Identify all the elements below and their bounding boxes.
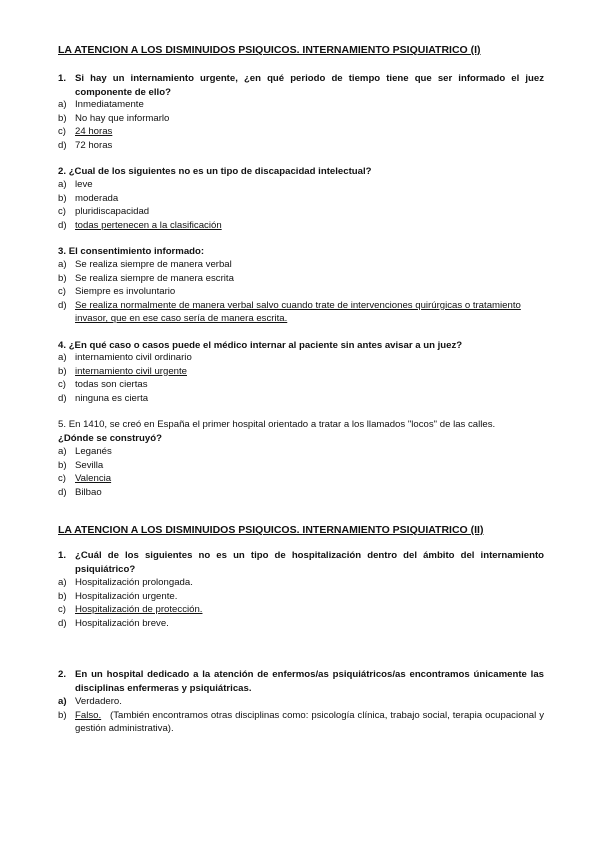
question-number: 1. — [58, 73, 67, 84]
option-a: a) leve — [58, 179, 93, 190]
option-a: a) internamiento civil ordinario — [58, 352, 192, 363]
option-b: b) moderada — [58, 192, 119, 204]
section-1-title: LA ATENCION A LOS DISMINUIDOS PSIQUICOS. INTERNAMIENTO PSIQUIATRICO (I) — [58, 44, 481, 56]
option-b: b) No hay que informarlo — [58, 112, 170, 124]
question-1-1-options — [58, 98, 544, 152]
option-a: a) Leganés — [58, 446, 112, 457]
option-b-correct: b) Falso. (También encontramos otras disciplinas como: psicología clínica, trabajo social, terapia ocupacional y gestión administrativa). — [58, 709, 545, 735]
question-1-3: 3. El consentimiento informado: — [58, 246, 205, 257]
question-2-2: 2. En un hospital dedicado a la atención de enfermos/as psiquiátricos/as encontramos únicamente las disciplinas enfermeras y psiquiátricas. — [58, 669, 544, 694]
option-d: d) 72 horas — [58, 139, 113, 151]
option-c: c) Siempre es involuntario — [58, 286, 176, 298]
question-2-2-options — [58, 695, 544, 736]
option-b: b) Se realiza siempre de manera escrita — [58, 272, 234, 284]
question-1-2-options — [58, 178, 544, 232]
option-b: b) Hospitalización urgente. — [58, 590, 178, 602]
option-d: d) Bilbao — [58, 486, 102, 498]
option-a: a) Verdadero. — [58, 696, 122, 707]
option-c-correct: c) Hospitalización de protección. — [58, 604, 203, 616]
question-1-2: 2. ¿Cual de los siguientes no es un tipo de discapacidad intelectual? — [58, 166, 372, 177]
question-text: ¿Dónde se construyó? — [58, 432, 162, 444]
option-d-correct: d) todas pertenecen a la clasificación — [58, 219, 222, 231]
option-b: b) Sevilla — [58, 459, 104, 471]
question-text: Si hay un internamiento urgente, ¿en qué periodo de tiempo tiene que ser informado el juez componente de ello? — [75, 73, 544, 98]
option-note: (También encontramos otras disciplinas como: psicología clínica, trabajo social, terapia ocupacional y gestión administrativa). — [75, 709, 545, 735]
question-1-4-options — [58, 351, 544, 405]
question-1-5: 5. En 1410, se creó en España el primer hospital orientado a tratar a los llamados "locos" de las calles. ¿Dónde se construyó? — [58, 419, 496, 444]
question-lead: En 1410, se creó en España el primer hospital orientado a tratar a los llamados "locos" de las calles. — [68, 419, 496, 430]
option-c-correct: c) Valencia — [58, 473, 112, 485]
option-a: a) Inmediatamente — [58, 99, 144, 110]
option-a: a) Hospitalización prolongada. — [58, 577, 193, 588]
option-d: d) ninguna es cierta — [58, 392, 149, 404]
section-2-title: LA ATENCION A LOS DISMINUIDOS PSIQUICOS. INTERNAMIENTO PSIQUIATRICO (II) — [58, 524, 484, 536]
question-1-3-options — [58, 258, 544, 326]
option-d-correct: d) Se realiza normalmente de manera verbal salvo cuando trate de intervenciones quirúrgicas o tratamiento invasor, que en ese caso sería de manera escrita. — [58, 299, 521, 325]
option-b-correct: b) internamiento civil urgente — [58, 365, 187, 377]
option-a: a) Se realiza siempre de manera verbal — [58, 259, 232, 270]
option-c-correct: c) 24 horas — [58, 126, 113, 138]
question-2-1-options — [58, 576, 544, 630]
question-1-4: 4. ¿En qué caso o casos puede el médico internar al paciente sin antes avisar a un juez? — [58, 340, 463, 351]
question-1-1 — [58, 72, 544, 99]
question-2-1: 1. ¿Cuál de los siguientes no es un tipo de hospitalización dentro del ámbito del internamiento psiquiátrico? — [58, 550, 544, 575]
option-c: c) pluridiscapacidad — [58, 206, 150, 218]
option-c: c) todas son ciertas — [58, 379, 148, 391]
question-1-5-options — [58, 445, 544, 499]
option-d: d) Hospitalización breve. — [58, 617, 169, 629]
